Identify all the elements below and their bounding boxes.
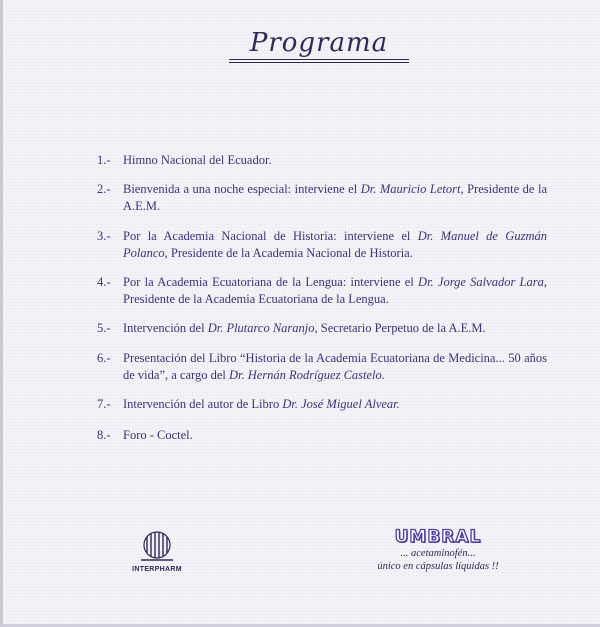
interpharm-logo (115, 530, 199, 573)
program-item-8 (97, 427, 547, 444)
item-number: 1.- (97, 153, 111, 167)
item-text (123, 396, 547, 413)
program-item-6 (97, 350, 547, 384)
item-number: 2.- (97, 182, 111, 196)
item-number: 6.- (97, 351, 111, 365)
text-segment: Foro - Coctel. (123, 428, 193, 442)
text-segment: Por la Academia Nacional de Historia: interviene el (123, 229, 418, 243)
item-text (123, 274, 547, 308)
umbral-brand: UMBRAL (394, 527, 482, 547)
text-segment: Presidente de la Academia Nacional de Historia. (167, 246, 413, 260)
program-item-7 (97, 396, 547, 413)
person-name: Dr. José Miguel Alvear. (282, 397, 400, 411)
umbral-tagline-2: único en cápsulas líquidas !! (377, 561, 499, 572)
person-name: Dr. Hernán Rodríguez Castelo. (228, 368, 385, 382)
page-title: Programa (249, 28, 389, 58)
item-text (123, 427, 547, 444)
item-text (123, 320, 547, 337)
text-segment: Presentación del Libro “Historia de la Academia Ecuatoriana de Medicina... 50 años de vida”, a cargo del (123, 351, 547, 382)
program-item-4 (97, 274, 547, 308)
item-number: 7.- (97, 397, 111, 411)
title-underline (229, 59, 409, 60)
item-text (123, 181, 547, 215)
person-name: Dr. Plutarco Naranjo, (207, 321, 318, 335)
program-item-5 (97, 320, 547, 337)
globe-logo-icon (135, 530, 179, 564)
program-item-3 (97, 228, 547, 262)
umbral-tagline-1: ... acetaminofén... (400, 548, 476, 559)
text-segment: Intervención del (123, 321, 208, 335)
title-block (229, 28, 409, 63)
interpharm-name: INTERPHARM (132, 566, 182, 573)
item-number: 4.- (97, 275, 111, 289)
item-number: 8.- (97, 428, 111, 442)
title-underline-second (229, 62, 409, 63)
text-segment: Presidente de la A.E.M. (123, 182, 548, 213)
person-name: Dr. Mauricio Letort, (360, 182, 464, 196)
text-segment: Himno Nacional del Ecuador. (123, 153, 272, 167)
text-segment: Intervención del autor de Libro (123, 397, 283, 411)
item-text (123, 350, 547, 384)
program-item-2 (97, 181, 547, 215)
text-segment: Por la Academia Ecuatoriana de la Lengua: interviene el (123, 275, 419, 289)
person-name: Dr. Manuel de Guzmán Polanco, (123, 229, 547, 260)
person-name: Dr. Jorge Salvador Lara, (418, 275, 547, 289)
item-text (123, 228, 547, 262)
item-text (123, 152, 547, 169)
text-segment: Presidente de la Academia Ecuatoriana de la Lengua. (123, 292, 389, 306)
umbral-ad (363, 527, 513, 573)
text-segment: Bienvenida a una noche especial: interviene el (123, 182, 361, 196)
program-item-1 (97, 152, 547, 169)
item-number: 3.- (97, 229, 111, 243)
text-segment: Secretario Perpetuo de la A.E.M. (317, 321, 486, 335)
program-list (97, 152, 548, 442)
item-number: 5.- (97, 321, 111, 335)
